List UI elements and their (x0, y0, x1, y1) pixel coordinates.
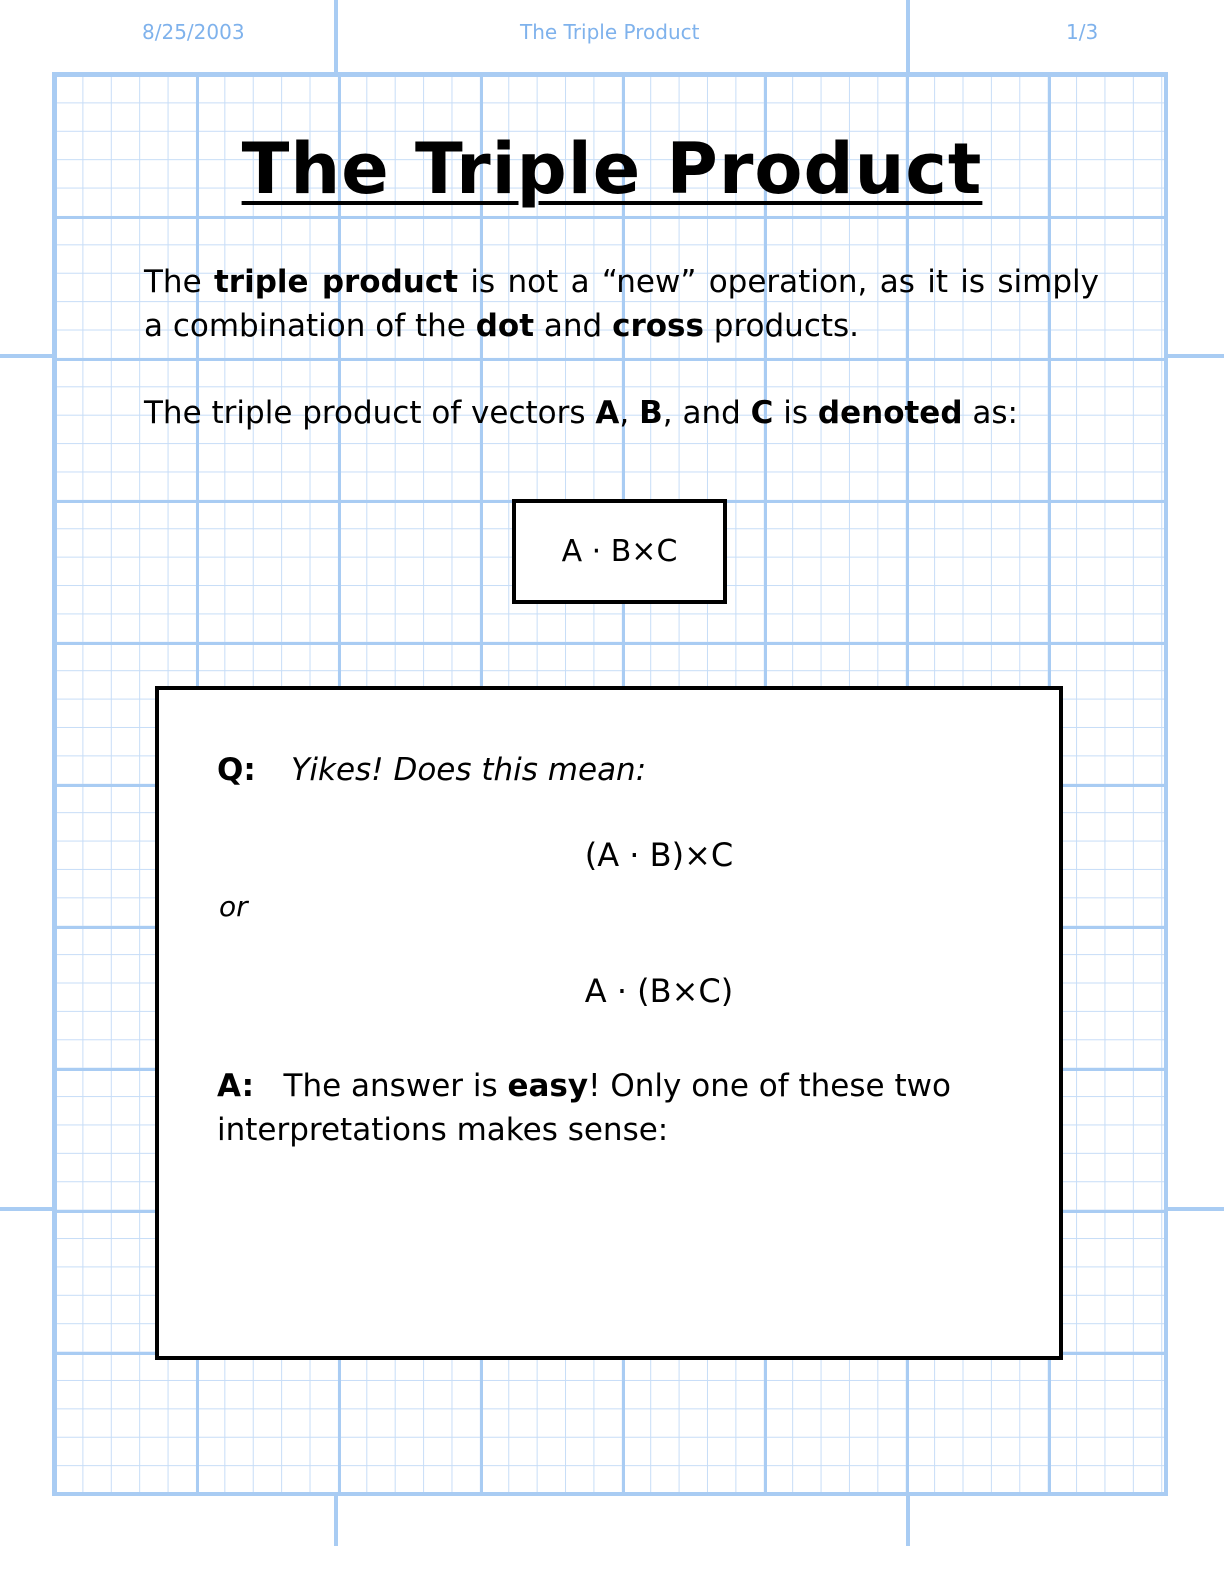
question-text: Yikes! Does this mean: (291, 752, 647, 788)
guide-line (906, 1496, 910, 1546)
notation-paragraph: The triple product of vectors A, B, and C is denoted as: (144, 395, 1018, 431)
header-page-number: 1/3 (1066, 20, 1099, 44)
interpretation-one: (A · B)×C (584, 836, 734, 874)
interpretation-two: A · (B×C) (584, 972, 734, 1010)
question-label: Q: (217, 752, 256, 788)
page-title: The Triple Product (241, 128, 983, 210)
answer-text: A: The answer is easy! Only one of these two interpretations makes sense: (217, 1068, 951, 1148)
or-text: or (219, 890, 248, 923)
guide-line (1168, 354, 1224, 358)
guide-line (0, 354, 52, 358)
guide-line (1168, 1207, 1224, 1211)
guide-line (334, 1496, 338, 1546)
triple-product-formula-box (512, 499, 727, 604)
guide-line (906, 0, 910, 72)
triple-product-formula: A · B×C (561, 534, 678, 569)
question-answer-box (155, 686, 1063, 1360)
header-date: 8/25/2003 (142, 20, 245, 44)
intro-paragraph: The triple product is not a “new” operation, as it is simply a combination of the dot and cross products. (144, 264, 1099, 344)
header-title: The Triple Product (520, 20, 700, 44)
guide-line (0, 1207, 52, 1211)
guide-line (334, 0, 338, 72)
